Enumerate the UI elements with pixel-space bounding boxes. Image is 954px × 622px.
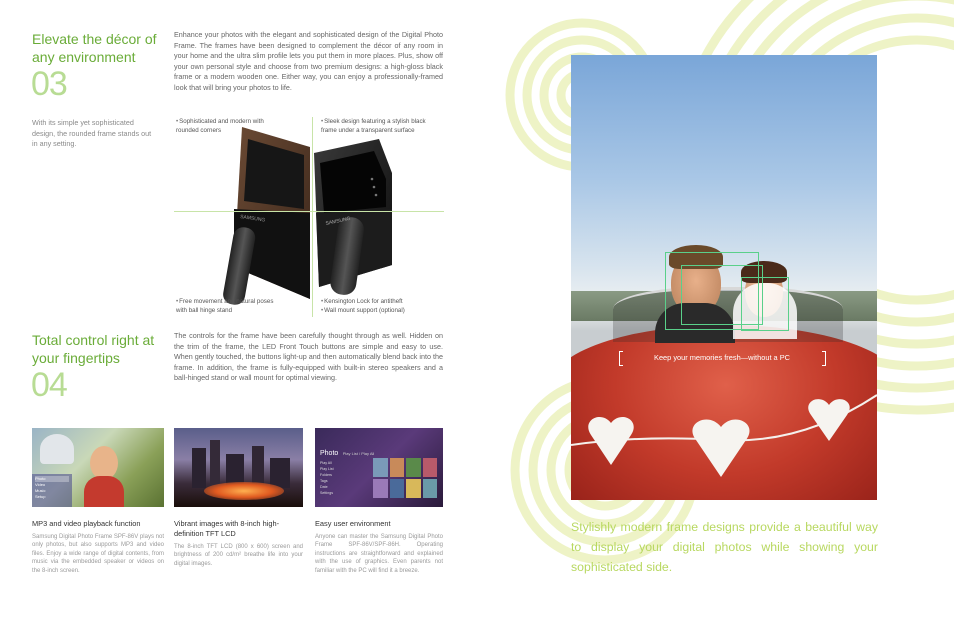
feature-2-text: The 8-inch TFT LCD (800 x 600) screen and brightness of 200 cd/m² breathe life into your digital images. [174, 544, 303, 567]
product-image-area [174, 117, 444, 317]
brand-label-2: SAMSUNG [325, 215, 352, 227]
screen3-menu-item: Settings [320, 491, 333, 495]
screen1-menu-item: Music [35, 488, 46, 493]
caption-top-right: • Sleek design featuring a stylish black frame under a transparent surface [321, 118, 441, 135]
dome-shape [40, 434, 74, 464]
section3-title: Elevate the décor of any environment [32, 31, 157, 65]
feature-2-title: Vibrant images with 8-inch high-definition TFT LCD [174, 519, 280, 538]
screen1-menu-item: Setup [35, 494, 46, 499]
city-skyline [192, 448, 206, 488]
photo-caption-bracket-left [619, 351, 623, 366]
screen1-menu-item: Photo [35, 476, 69, 482]
thumbnail [423, 479, 438, 498]
heart-garland [571, 385, 877, 500]
section4-body: The controls for the frame have been carefully thought through as well. Hidden on the trim of the frame, the LED Front Touch buttons are simple and easy to use. When gently touched, the buttons light-up and then automatically blend back into the frame. In addition, the frame is fully-equipped with built-in stereo speakers and a ball-hinged stand or wall mount for optimal viewing. [174, 331, 443, 383]
screen3-menu-item: Play List [320, 467, 334, 471]
city-skyline [270, 458, 290, 488]
screen3-subtitle: Play List / Play All [342, 451, 375, 456]
photo-caption-bracket-right [822, 351, 826, 366]
thumbnail [390, 479, 405, 498]
feature-3-text: Anyone can master the Samsung Digital Photo Frame SPF-86V/SPF-86H. Operating instructions are straightforward and explained with the use of graphics. Even parents not familiar with the PC will find it a breeze. [315, 534, 443, 574]
crosshair-vertical [312, 117, 313, 317]
caption-bottom-right-2: • Wall mount support (optional) [321, 307, 441, 316]
section3-side-text: With its simple yet sophisticated design, the rounded frame stands out in any setting. [32, 118, 152, 149]
section4-title: Total control right at your fingertips [32, 332, 155, 366]
caption-top-left: • Sophisticated and modern with rounded corners [176, 118, 286, 135]
wedding-photo [571, 55, 877, 500]
right-page-quote: Stylishly modern frame designs provide a beautiful way to display your digital photos while showing your sophisticated side. [571, 520, 878, 574]
thumbnail [390, 458, 405, 477]
caption-bottom-right-1: • Kensington Lock for antitheft [321, 298, 441, 307]
screen3-menu-item: Date [320, 485, 328, 489]
brand-label-1: SAMSUNG [239, 214, 266, 224]
screen3-menu-item: Folders [320, 473, 332, 477]
crosshair-horizontal [174, 211, 444, 212]
feature-image-3 [315, 428, 443, 507]
photo-caption: Keep your memories fresh—without a PC [654, 353, 790, 362]
screen3-thumbnails [373, 458, 437, 498]
screen3-menu-item: Tags [320, 479, 328, 483]
thumbnail [373, 458, 388, 477]
feature-image-1 [32, 428, 164, 507]
fountain-glow [204, 482, 284, 500]
screen1-menu-item: Video [35, 482, 46, 487]
child-figure [90, 446, 118, 480]
screen3-title: Photo [320, 450, 339, 457]
caption-bottom-left: • Free movement and natural poses with ball hinge stand [176, 298, 286, 315]
screen1-menu [32, 474, 72, 507]
photo-frame-products-image [174, 117, 444, 317]
screen3-menu-item: Play All [320, 461, 332, 465]
thumbnail [406, 479, 421, 498]
thumbnail [423, 458, 438, 477]
feature-1-text: Samsung Digital Photo Frame SPF-86V plays not only photos, but also supports MP3 and video files. Enjoy a wide range of digital contents, from music via the embedded speaker or videos on the 8-inch screen. [32, 534, 164, 574]
thumbnail [406, 458, 421, 477]
screen3-menu [320, 460, 354, 496]
feature-3-title: Easy user environment [315, 519, 391, 528]
section3-number: 03 [31, 65, 67, 103]
screen3-title-row [320, 442, 374, 460]
city-skyline [210, 440, 220, 488]
section4-number: 04 [31, 366, 67, 404]
thumbnail [373, 479, 388, 498]
feature-1-title: MP3 and video playback function [32, 519, 141, 528]
child-shirt [84, 476, 124, 507]
section3-body: Enhance your photos with the elegant and sophisticated design of the Digital Photo Frame. The frames have been designed to complement the décor of any room in your home and the ultra slim profile lets you put them in more places. Plus, show off your own personal style and choose from two premium designs: a high-gloss black frame or a modern wooden one. Either way, you can enjoy a professionally-framed look that will bring your photos to life. [174, 30, 443, 92]
face-detect-box [741, 277, 789, 331]
feature-image-2 [174, 428, 303, 507]
